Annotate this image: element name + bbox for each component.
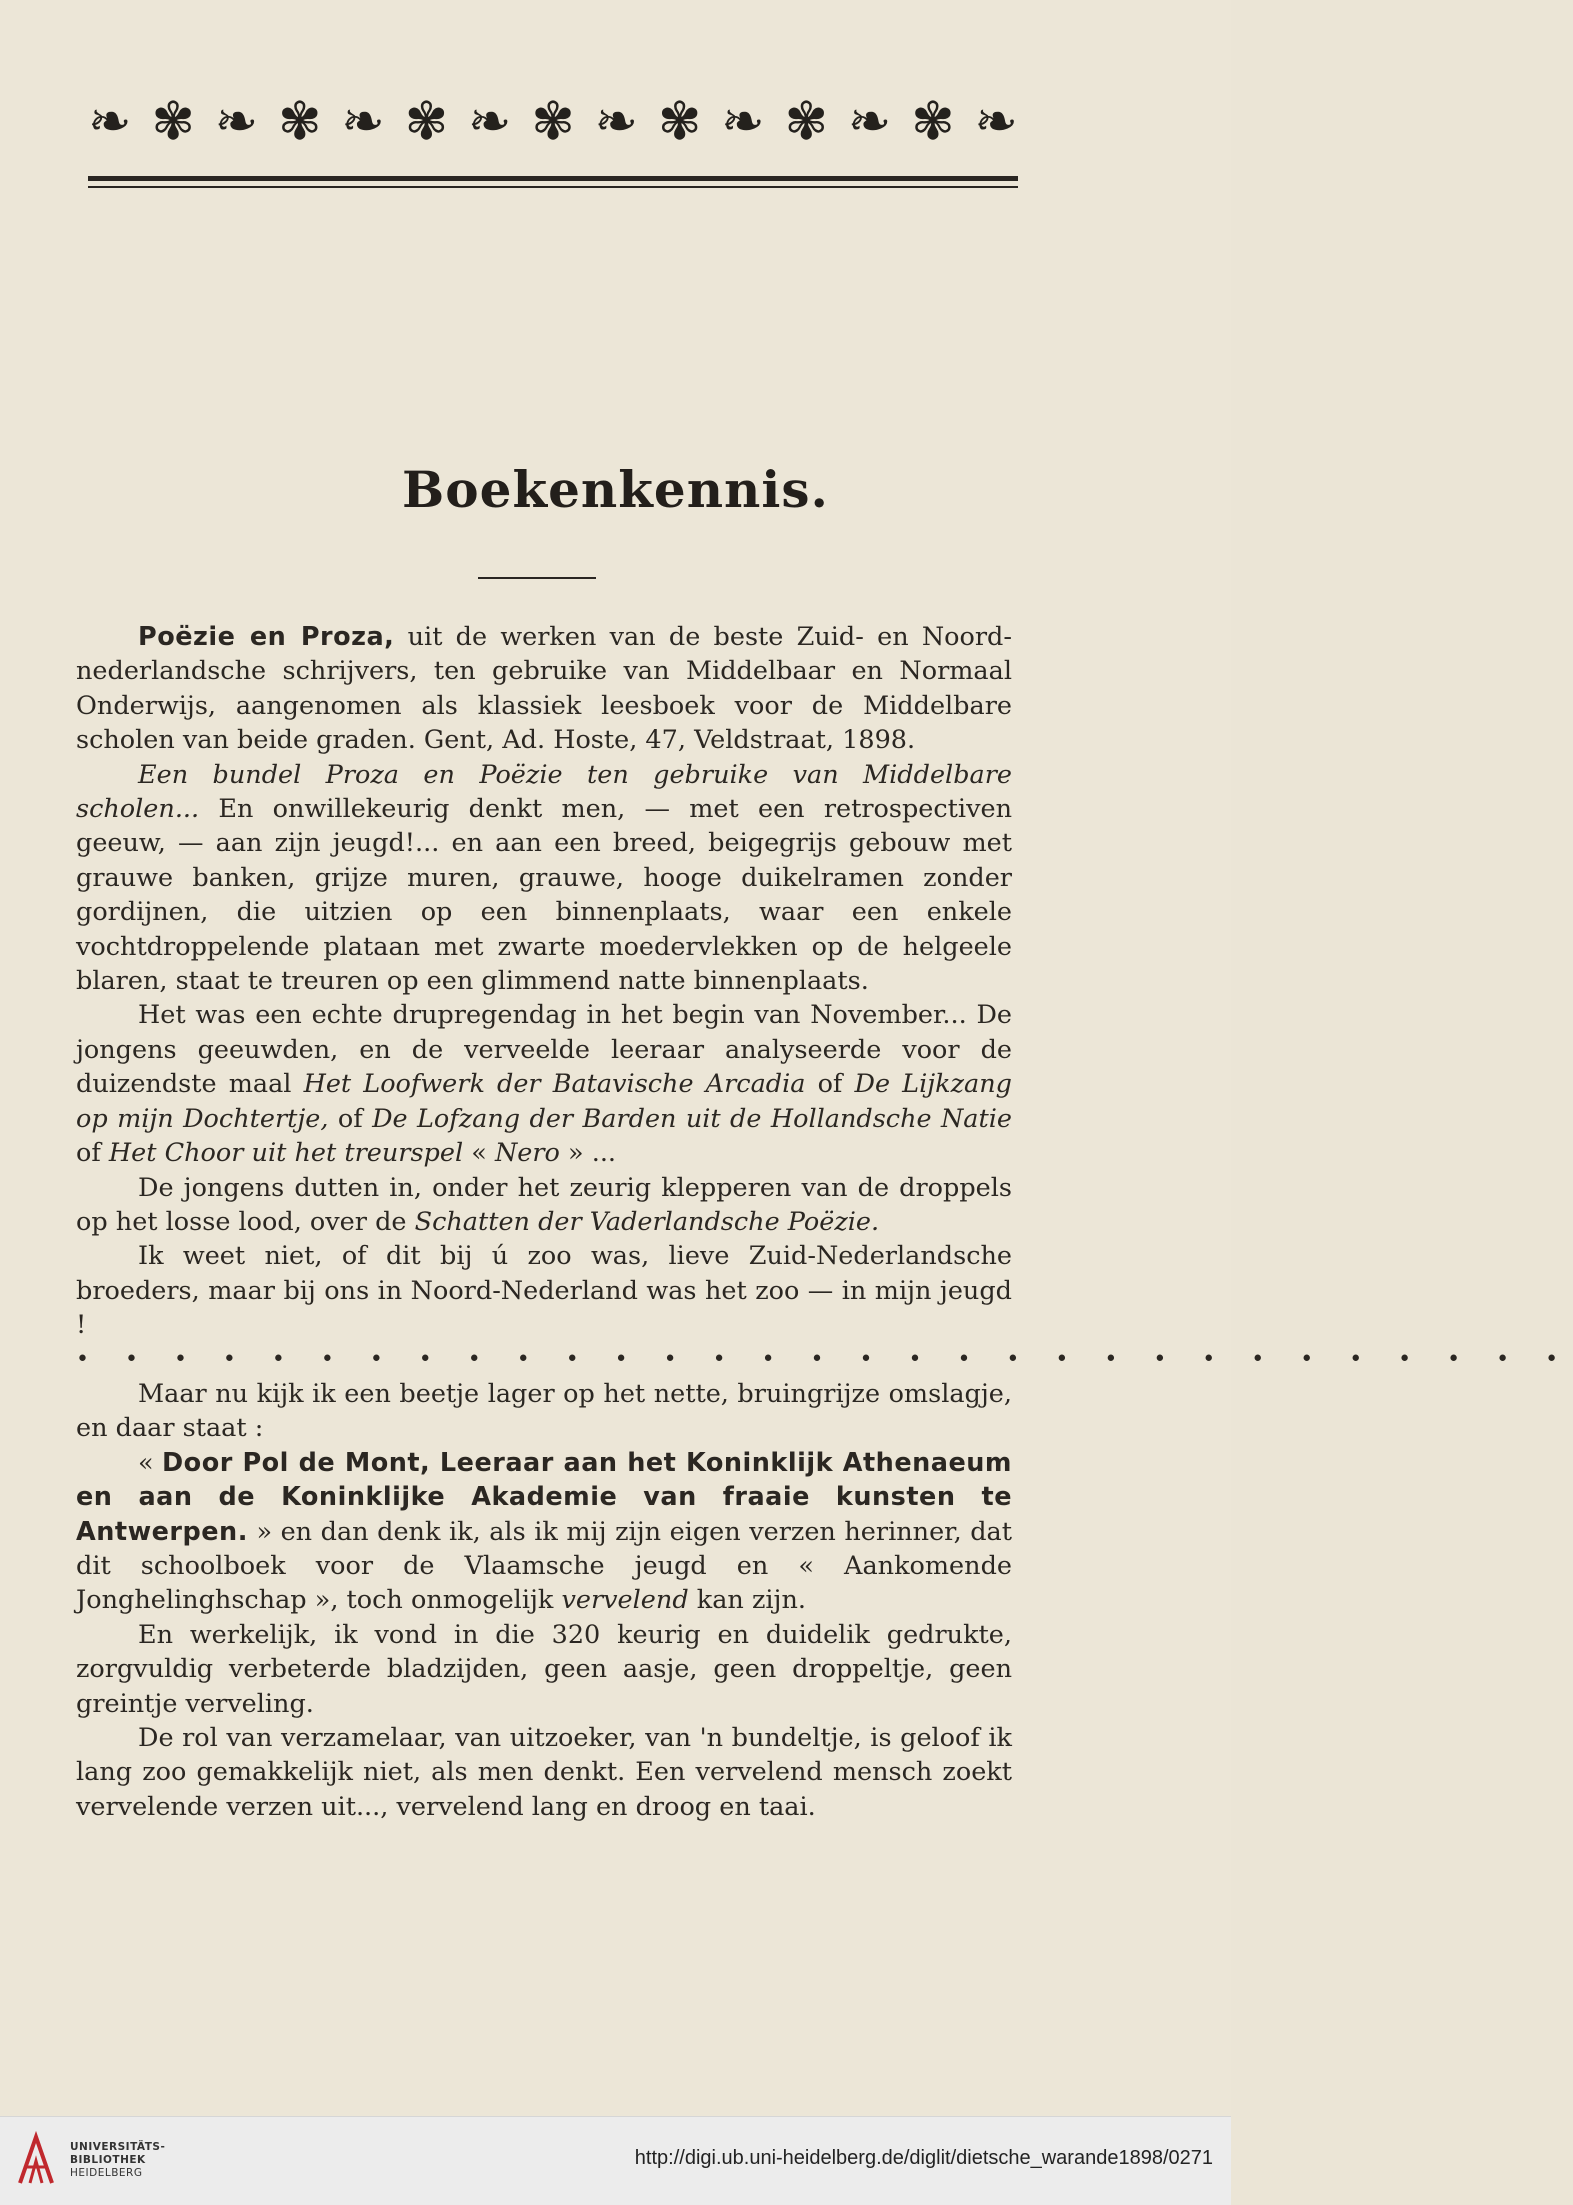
paragraph-text: » ... xyxy=(559,1138,617,1169)
fleuron-ornament: ❧ xyxy=(341,92,385,152)
paragraph-2 xyxy=(76,758,1012,999)
permalink-url[interactable]: http://digi.ub.uni-heidelberg.de/diglit/dietsche_warande1898/0271 xyxy=(634,2147,1213,2169)
paragraph-6: Maar nu kijk ik een beetje lager op het nette, bruingrijze omslagje, en daar staat : xyxy=(76,1378,1012,1444)
fleuron-ornament: ❧ xyxy=(467,92,512,152)
italic-title: Het Loofwerk der Batavische Arcadia xyxy=(303,1069,806,1100)
fleuron-ornament: ✾ xyxy=(404,92,449,152)
paragraph-text: « xyxy=(463,1138,495,1169)
fleuron-ornament: ✾ xyxy=(911,92,955,152)
book-title-lead: Poëzie en Proza, xyxy=(138,622,395,652)
fleuron-ornament: ✾ xyxy=(277,92,322,152)
library-name-line: BIBLIOTHEK xyxy=(70,2154,146,2166)
italic-title: Het Choor uit het treurspel xyxy=(108,1138,464,1169)
article-body xyxy=(76,620,1573,1824)
footer-bar xyxy=(0,2116,1231,2205)
header-rule-thin xyxy=(88,186,1018,188)
fleuron-ornament: ❧ xyxy=(847,92,892,152)
italic-quote: Een bundel Proza en Poëzie ten gebruike van Middelbare scholen... xyxy=(76,759,1012,825)
paragraph-7 xyxy=(76,1446,1012,1618)
dotted-separator: • • • • • • • • • • • • • • • • • • • • • • • • • • • • • • • xyxy=(76,1346,1573,1372)
paragraph-text: » en dan denk ik, als ik mij zijn eigen verzen herinner, dat dit schoolboek voor de Vlaamsche jeugd en « Aankomende Jonghelinghschap », toch onmogelijk xyxy=(76,1516,1012,1616)
paragraph-text: En onwillekeurig denkt men, — met een retrospectiven geeuw, — aan zijn jeugd!... en aan een breed, beigegrijs gebouw met grauwe banken, grijze muren, grauwe, hooge duikelramen zonder gordijnen, die uitzien op een binnenplaats, waar een enkele vochtdroppelende plataan met zwarte moedervlekken op de helgeele blaren, staat te treuren op een glimmend natte binnenplaats. xyxy=(76,794,1012,997)
italic-title: De Lijkzang op mijn Dochtertje, xyxy=(76,1069,1012,1134)
paragraph-text: De jongens dutten in, onder het zeurig klepperen van de droppels op het losse lood, over de xyxy=(76,1172,1012,1237)
paragraph-text: Het was een echte drupregendag in het begin van November... De jongens geeuwden, en de verveelde leeraar analyseerde voor de duizendste maal xyxy=(76,1000,1012,1100)
fleuron-ornament: ✾ xyxy=(531,92,575,152)
ornamental-header-band xyxy=(88,78,1018,166)
italic-title: Schatten der Vaderlandsche Poëzie. xyxy=(414,1206,880,1237)
library-name xyxy=(70,2141,165,2180)
paragraph-9: De rol van verzamelaar, van uitzoeker, van 'n bundeltje, is geloof ik lang zoo gemakkelijk niet, als men denkt. Een vervelend mensch zoekt vervelende verzen uit..., vervelend lang en droog en taai. xyxy=(76,1723,1012,1822)
fleuron-ornament: ✾ xyxy=(151,92,195,152)
paragraph-text: « xyxy=(138,1447,163,1478)
paragraph-text: of xyxy=(805,1069,855,1100)
italic-title: Nero xyxy=(494,1138,560,1169)
paragraph-5: Ik weet niet, of dit bij ú zoo was, lieve Zuid-Nederlandsche broeders, maar bij ons in Noord-Nederland was het zoo — in mijn jeugd ! xyxy=(76,1241,1012,1341)
fleuron-ornament: ❧ xyxy=(974,92,1018,152)
paragraph-8: En werkelijk, ik vond in die 320 keurig en duidelik gedrukte, zorgvuldig verbeterde bladzijden, geen aasje, geen droppeltje, geen greintje verveling. xyxy=(76,1619,1012,1719)
fleuron-ornament: ✾ xyxy=(657,92,702,152)
paragraph-3 xyxy=(76,998,1012,1170)
header-rule-thick xyxy=(88,176,1018,181)
fleuron-ornament: ❧ xyxy=(88,92,132,152)
page-title: Boekenkennis. xyxy=(402,460,829,519)
library-name-line: UNIVERSITÄTS- xyxy=(70,2141,166,2153)
title-divider xyxy=(478,577,596,579)
paragraph-text: uit de werken van de beste Zuid- en Noord-nederlandsche schrijvers, ten gebruike van Middelbaar en Normaal Onderwijs, aangenomen als klassiek leesboek voor de Middelbare scholen van beide graden. Gent, Ad. Hoste, 47, Veldstraat, 1898. xyxy=(76,622,1012,756)
paragraph-text: of xyxy=(328,1103,373,1134)
fleuron-ornament: ❧ xyxy=(721,92,765,152)
paragraph-text: of xyxy=(76,1138,109,1169)
paragraph-1 xyxy=(76,620,1012,758)
italic-title: De Lofzang der Barden uit de Hollandsche Natie xyxy=(372,1103,1012,1134)
italic-word: vervelend xyxy=(561,1585,689,1616)
fleuron-ornament: ❧ xyxy=(214,92,259,152)
paragraph-4 xyxy=(76,1171,1012,1240)
author-credit: Door Pol de Mont, Leeraar aan het Koninklijk Athenaeum en aan de Koninklijke Akademie van fraaie kunsten te Antwerpen. xyxy=(76,1447,1012,1547)
fleuron-ornament: ✾ xyxy=(784,92,829,152)
paragraph-text: kan zijn. xyxy=(688,1585,806,1616)
university-library-logo-icon xyxy=(14,2131,58,2191)
library-name-line: HEIDELBERG xyxy=(70,2167,143,2179)
fleuron-ornament: ❧ xyxy=(594,92,639,152)
